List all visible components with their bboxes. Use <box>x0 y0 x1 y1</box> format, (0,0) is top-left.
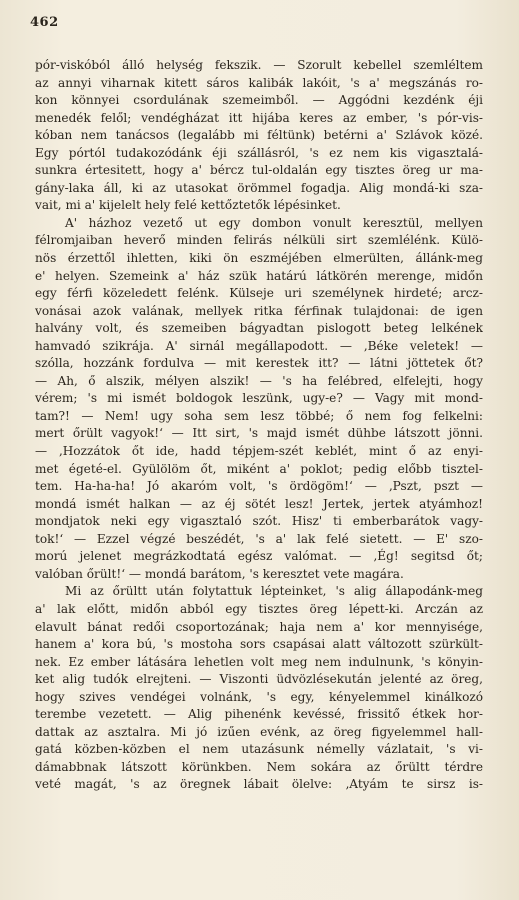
text-line: e' helyen. Szemeink a' ház szük határú látkörén merenge, midőn <box>35 268 483 283</box>
text-line: elavult bánat redői csoportozának; haja nem a' kor mennyisége, <box>35 619 483 634</box>
text-line: menedék felől; vendégházat itt hijába keres az ember, 's pór-vis- <box>35 110 483 125</box>
text-line: nös érzettől ihletten, kiki ön eszméjében elmerülten, állánk-meg <box>35 251 483 266</box>
text-line: vait, mi a' kijelelt hely felé kettőztetők lépésinket. <box>35 198 341 213</box>
text-line: morú jelenet megrázkodtatá egész valómat. — ‚Ég! segitsd őt; <box>35 549 483 564</box>
text-line: hamvadó szikrája. A' sirnál megállapodott. — ‚Béke veletek! — <box>35 338 483 353</box>
text-line: vérem; 's mi ismét boldogok leszünk, ugy-e? — Vagy mit mond- <box>35 391 483 406</box>
text-line: dámabbnak látszott körünkben. Nem sokára az őrültt térdre <box>35 759 483 774</box>
text-line: sunkra értesitett, hogy a' bércz tul-oldalán egy tisztes öreg ur ma- <box>35 163 483 178</box>
text-line: mondjatok neki egy vigasztaló szót. Hisz' ti emberbarátok vagy- <box>35 514 483 529</box>
text-line: ket alig tudók elrejteni. — Viszonti üdvözlésekután jelenté az öreg, <box>35 672 483 687</box>
text-line: kóban nem tanácsos (legalább mi féltünk) betérni a' Szlávok közé. <box>35 128 483 143</box>
text-line: terembe vezetett. — Alig pihenénk kevéssé, frissitő étkek hor- <box>35 707 483 722</box>
text-line: halvány volt, és szemeiben bágyadtan pislogott beteg lelkének <box>35 321 483 336</box>
text-line: kon könnyei csordulának szemeimből. — Aggódni kezdénk éji <box>35 93 483 108</box>
text-line: — ‚Hozzátok őt ide, hadd tépjem-szét keblét, mint ő az enyi- <box>35 444 483 459</box>
text-line: Egy pórtól tudakozódánk éji szállásról, 's ez nem kis vigasztalá- <box>35 145 483 160</box>
text-line: gatá közben-közben el nem utazásunk némelly vázlatait, 's vi- <box>35 742 483 757</box>
text-line: mert őrült vagyok!‘ — Itt sirt, 's majd ismét dühbe látszott jönni. <box>35 426 483 441</box>
text-line: tem. Ha-ha-ha! Jó akaróm volt, 's ördögöm!‘ — ‚Pszt, pszt — <box>35 479 483 494</box>
text-line: Mi az őrültt után folytattuk lépteinket, 's alig állapodánk-meg <box>65 584 483 599</box>
text-line: tok!‘ — Ezzel végzé beszédét, 's a' lak felé sietett. — E' szo- <box>35 531 483 546</box>
text-line: szólla, hozzánk fordulva — mit kerestek itt? — látni jöttetek őt? <box>35 356 483 371</box>
text-line: az annyi viharnak kitett sáros kalibák lakóit, 's a' megszánás ro- <box>35 75 483 90</box>
text-line: tam?! — Nem! ugy soha sem lesz többé; ő nem fog felkelni: <box>35 408 483 423</box>
text-line: hanem a' kora bú, 's mostoha sors csapásai alatt változott szürkült- <box>35 637 483 652</box>
text-line: a' lak előtt, midőn abból egy tisztes öreg lépett-ki. Arczán az <box>35 601 483 616</box>
text-line: — Ah, ő alszik, mélyen alszik! — 's ha felébred, elfelejti, hogy <box>35 373 483 388</box>
text-line: veté magát, 's az öregnek lábait ölelve: ‚Atyám te sirsz is- <box>35 777 483 792</box>
text-line: nek. Ez ember látására lehetlen volt meg nem indulnunk, 's könyin- <box>35 654 483 669</box>
text-line: valóban őrült!‘ — mondá barátom, 's keresztet vete magára. <box>35 566 404 581</box>
text-line: vonásai azok valának, mellyek ritka férfinak tulajdonai: de igen <box>35 303 483 318</box>
text-line: hogy szives vendégei volnánk, 's egy, kényelemmel kinálkozó <box>35 689 483 704</box>
page-number: 462 <box>30 15 59 30</box>
text-line: met égeté-el. Gyülölöm őt, miként a' poklot; pedig előbb tisztel- <box>35 461 483 476</box>
body-text <box>35 57 483 794</box>
text-line: dattak az asztalra. Mi jó izűen evénk, az öreg figyelemmel hall- <box>35 724 483 739</box>
text-line: pór-viskóból álló helység fekszik. — Szorult kebellel szemléltem <box>35 58 483 72</box>
text-line: félromjaiban heverő minden felirás nélküli sirt szemlélénk. Külö- <box>35 233 483 248</box>
text-line: mondá ismét halkan — az éj sötét lesz! Jertek, jertek atyámhoz! <box>35 496 483 511</box>
text-line: gány-laka áll, ki az utasokat örömmel fogadja. Alig mondá-ki sza- <box>35 180 483 195</box>
text-line: A' házhoz vezető ut egy dombon vonult keresztül, mellyen <box>65 215 483 230</box>
text-line: egy férfi közeledett felénk. Külseje uri személynek hirdeté; arcz- <box>35 286 483 301</box>
